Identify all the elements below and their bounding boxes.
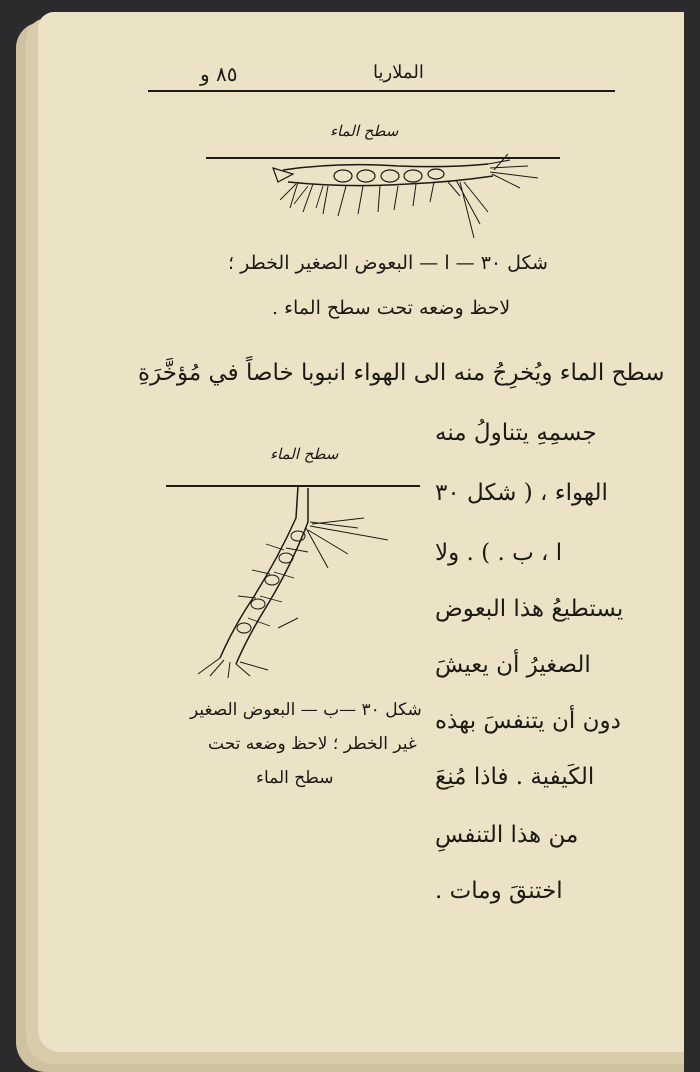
body-line-3: الهواء ، ( شكل ٣٠ <box>435 480 608 506</box>
body-line-6: الصغيرُ أن يعيشَ <box>435 652 591 678</box>
body-line-4: ا ، ب . ) . ولا <box>435 540 563 566</box>
figure-a-caption-line-1: شكل ٣٠ — ا — البعوض الصغير الخطر ؛ <box>228 252 548 274</box>
figure-a-surface-label: سطح الماء <box>330 122 399 140</box>
body-line-10: اختنقَ ومات . <box>435 878 563 904</box>
figure-b-caption-line-2: غير الخطر ؛ لاحظ وضعه تحت <box>208 734 417 754</box>
running-title: الملاريا <box>373 62 424 83</box>
body-line-5: يستطيعُ هذا البعوض <box>435 596 624 622</box>
body-line-8: الكَيفية . فاذا مُنِعَ <box>435 764 595 790</box>
figure-b-caption-line-1: شكل ٣٠ —ب — البعوض الصغير <box>190 700 422 720</box>
figure-a-larva-illustration <box>198 152 568 242</box>
figure-a-caption-line-2: لاحظ وضعه تحت سطح الماء . <box>272 297 511 319</box>
book-spine-shadow <box>684 0 700 1072</box>
body-line-2: جسمِهِ يتناولُ منه <box>435 420 597 446</box>
page-number: ٨٥ و <box>200 62 238 86</box>
figure-b-larva-illustration <box>158 478 428 678</box>
body-line-1: سطح الماء ويُخرِجُ منه الى الهواء انبوبا خاصاً في مُؤخَّرَةِ <box>138 360 665 386</box>
figure-b-caption-line-3: سطح الماء <box>256 768 334 788</box>
figure-b-surface-label: سطح الماء <box>270 445 339 463</box>
body-line-9: من هذا التنفسِ <box>435 822 579 848</box>
header-rule <box>148 90 615 92</box>
book-page <box>38 12 698 1052</box>
body-line-7: دون أن يتنفسَ بهذه <box>435 708 621 734</box>
